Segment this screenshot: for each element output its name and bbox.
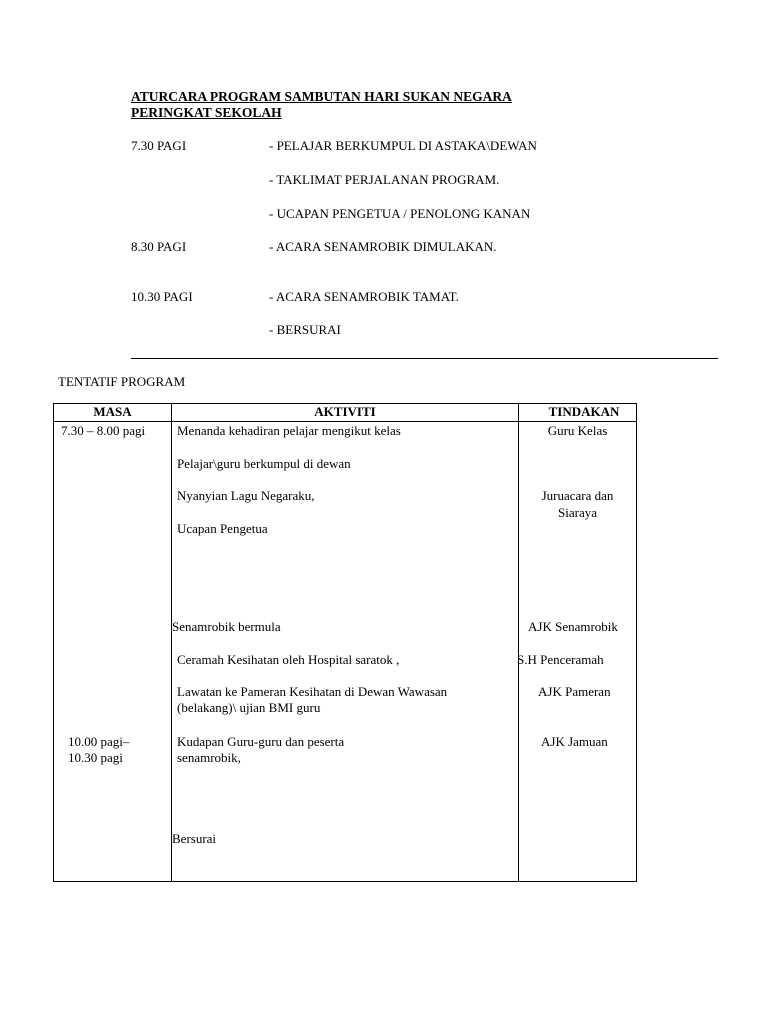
table-header-divider <box>53 421 637 422</box>
tindakan-cell: S.H Penceramah <box>517 652 604 667</box>
tindakan-cell: AJK Senamrobik <box>528 619 618 634</box>
aktiviti-cell: Ucapan Pengetua <box>177 521 268 536</box>
masa-cell: 10.30 pagi <box>68 750 123 765</box>
schedule-item: - BERSURAI <box>269 322 341 337</box>
divider-line <box>131 358 718 359</box>
document-title-line2: PERINGKAT SEKOLAH <box>131 105 282 120</box>
table-column-divider <box>518 403 519 881</box>
aktiviti-cell: Lawatan ke Pameran Kesihatan di Dewan Wawasan <box>177 684 448 699</box>
tentatif-heading: TENTATIF PROGRAM <box>58 374 186 389</box>
tindakan-cell: Guru Kelas <box>547 423 608 438</box>
masa-cell: 10.00 pagi– <box>68 734 130 749</box>
tindakan-cell: AJK Pameran <box>538 684 611 699</box>
schedule-time-2: 8.30 PAGI <box>131 239 187 254</box>
schedule-item: - ACARA SENAMROBIK TAMAT. <box>269 289 459 304</box>
aktiviti-cell: senamrobik, <box>177 750 241 765</box>
table-column-divider <box>171 403 172 881</box>
aktiviti-cell: Nyanyian Lagu Negaraku, <box>177 488 315 503</box>
aktiviti-cell: Kudapan Guru-guru dan peserta <box>177 734 345 749</box>
schedule-time-1: 7.30 PAGI <box>131 138 187 153</box>
tindakan-cell: Siaraya <box>558 505 597 520</box>
schedule-item: - ACARA SENAMROBIK DIMULAKAN. <box>269 239 497 254</box>
column-header-tindakan: TINDAKAN <box>548 404 620 419</box>
tindakan-cell: Juruacara dan <box>541 488 614 503</box>
aktiviti-cell: Ceramah Kesihatan oleh Hospital saratok , <box>177 652 400 667</box>
schedule-item: - TAKLIMAT PERJALANAN PROGRAM. <box>269 172 500 187</box>
table-border-left <box>53 403 54 881</box>
column-header-aktiviti: AKTIVITI <box>314 404 376 419</box>
schedule-time-3: 10.30 PAGI <box>131 289 193 304</box>
aktiviti-cell: Bersurai <box>172 831 217 846</box>
aktiviti-cell: (belakang)\ ujian BMI guru <box>177 700 321 715</box>
table-border-bottom <box>53 881 637 882</box>
column-header-masa: MASA <box>93 404 132 419</box>
table-border-right <box>636 403 637 881</box>
aktiviti-cell: Pelajar\guru berkumpul di dewan <box>177 456 351 471</box>
aktiviti-cell: Senamrobik bermula <box>172 619 281 634</box>
masa-cell: 7.30 – 8.00 pagi <box>61 423 146 438</box>
document-title-line1: ATURCARA PROGRAM SAMBUTAN HARI SUKAN NEGARA <box>131 89 512 104</box>
aktiviti-cell: Menanda kehadiran pelajar mengikut kelas <box>177 423 401 438</box>
schedule-item: - UCAPAN PENGETUA / PENOLONG KANAN <box>269 206 531 221</box>
schedule-item: - PELAJAR BERKUMPUL DI ASTAKA\DEWAN <box>269 138 537 153</box>
tindakan-cell: AJK Jamuan <box>541 734 608 749</box>
